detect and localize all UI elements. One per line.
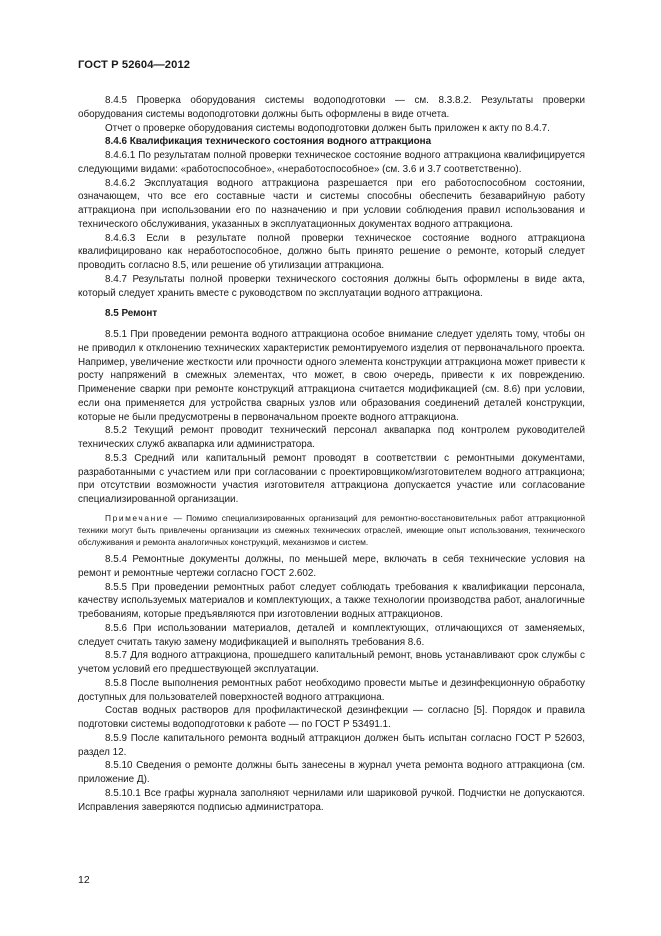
paragraph-8-5-4: 8.5.4 Ремонтные документы должны, по меньшей мере, включать в себя технические условия на ремонт и ремонтные чертежи согласно ГОСТ 2.602. — [78, 554, 585, 579]
paragraph-8-5-6: 8.5.6 При использовании материалов, деталей и комплектующих, отличающихся от заменяемых, следует считать такую замену модификацией и выполнять требования 8.6. — [78, 622, 585, 648]
document-body — [78, 94, 585, 814]
paragraph-8-5-3: 8.5.3 Средний или капитальный ремонт проводят в соответствии с ремонтными документами, разработанными с участием или при согласовании с проектировщиком/изготовителем водного аттракциона; при отсутствии возможности участия изготовителя аттракциона допускается участие или согласование специализированной организации. — [78, 452, 585, 505]
paragraph-8-4-5: 8.4.5 Проверка оборудования системы водоподготовки — см. 8.3.8.2. Результаты проверки оборудования системы водоподготовки должны быть оформлены в виде отчета. — [78, 95, 585, 120]
paragraph-8-5-10: 8.5.10 Сведения о ремонте должны быть занесены в журнал учета ремонта водного аттракциона (см. приложение Д). — [78, 760, 585, 786]
note-text: — Помимо специализированных организаций для ремонтно-восстановительных работ аттракционной техники могут быть привлечены организации из смежных технических отраслей, имеющие опыт использования, технического обслуживания и ремонта аналогичных конструкций, механизмов и систем. — [78, 512, 585, 547]
paragraph-8-5-7: 8.5.7 Для водного аттракциона, прошедшего капитальный ремонт, вновь устанавливают срок службы с учетом условий его предшествующей эксплуатации. — [78, 650, 585, 676]
heading-8-4-6: 8.4.6 Квалификация технического состояния водного аттракциона — [105, 136, 432, 148]
page-number: 12 — [78, 874, 90, 886]
document-header: ГОСТ Р 52604—2012 — [78, 59, 191, 71]
paragraph-8-4-7: 8.4.7 Результаты полной проверки технического состояния должны быть оформлены в виде акта, который следует хранить вместе с руководством по эксплуатации водного аттракциона. — [78, 273, 585, 299]
paragraph-8-4-6-1: 8.4.6.1 По результатам полной проверки техническое состояние водного аттракциона квалифицируется следующими видами: «работоспособное», «неработоспособное» (см. 3.6 и 3.7 соответственно). — [78, 150, 585, 175]
paragraph-report: Отчет о проверке оборудования системы водоподготовки должен быть приложен к акту по 8.4.7. — [105, 122, 550, 134]
paragraph-8-4-6-2: 8.4.6.2 Эксплуатация водного аттракциона разрешается при его работоспособном состоянии, означающем, что все его составные части и системы способны обеспечить безаварийную работу аттракциона при использовании его по назначению и при условии соблюдения правил использования и технического обслуживания, указанных в эксплуатационных документах водного аттракциона. — [78, 177, 585, 230]
paragraph-disinfection: Состав водных растворов для профилактической дезинфекции — согласно [5]. Порядок и правила подготовки системы водоподготовки к работе — по ГОСТ Р 53491.1. — [78, 705, 585, 731]
paragraph-8-5-1: 8.5.1 При проведении ремонта водного аттракциона особое внимание следует уделять тому, чтобы он не приводил к отклонению технических характеристик ремонтируемого изделия от первоначального проекта. Например, увеличение жесткости или прочности одного элемента конструкции аттракциона может привести к росту напряжений в смежных элементах, что может, в свою очередь, привести к их повреждению. Применение сварки при ремонте конструкций аттракциона считается модификацией (см. 8.6) при условии, если она применяется для устройства сварных узлов или образования соединений деталей конструкции, которые не были предусмотрены в первоначальном проекте водного аттракциона. — [78, 329, 585, 423]
paragraph-8-5-5: 8.5.5 При проведении ремонтных работ следует соблюдать требования к квалификации персонала, качеству используемых материалов и комплектующих, а также технологии производства работ, аналогичные требованиям, которые предъявляются при изготовлении водных аттракционов. — [78, 581, 585, 621]
paragraph-8-4-6-3: 8.4.6.3 Если в результате полной проверки техническое состояние водного аттракциона квалифицировано как неработоспособное, должно быть принято решение о ремонте, который следует проводить согласно 8.5, или решение об утилизации аттракциона. — [78, 232, 585, 271]
note-paragraph — [78, 512, 585, 548]
heading-8-5: 8.5 Ремонт — [105, 308, 158, 320]
paragraph-8-5-2: 8.5.2 Текущий ремонт проводит технический персонал аквапарка под контролем руководителей технических служб аквапарка или администратора. — [78, 425, 585, 450]
paragraph-8-5-8: 8.5.8 После выполнения ремонтных работ необходимо провести мытье и дезинфекционную обработку доступных для пользователей поверхностей водного аттракциона. — [78, 677, 585, 703]
paragraph-8-5-10-1: 8.5.10.1 Все графы журнала заполняют чернилами или шариковой ручкой. Подчистки не допускаются. Исправления заверяются подписью администратора. — [78, 787, 585, 813]
paragraph-8-5-9: 8.5.9 После капитального ремонта водный аттракцион должен быть испытан согласно ГОСТ Р 52603, раздел 12. — [78, 732, 585, 758]
note-label: Примечание — [105, 512, 170, 523]
